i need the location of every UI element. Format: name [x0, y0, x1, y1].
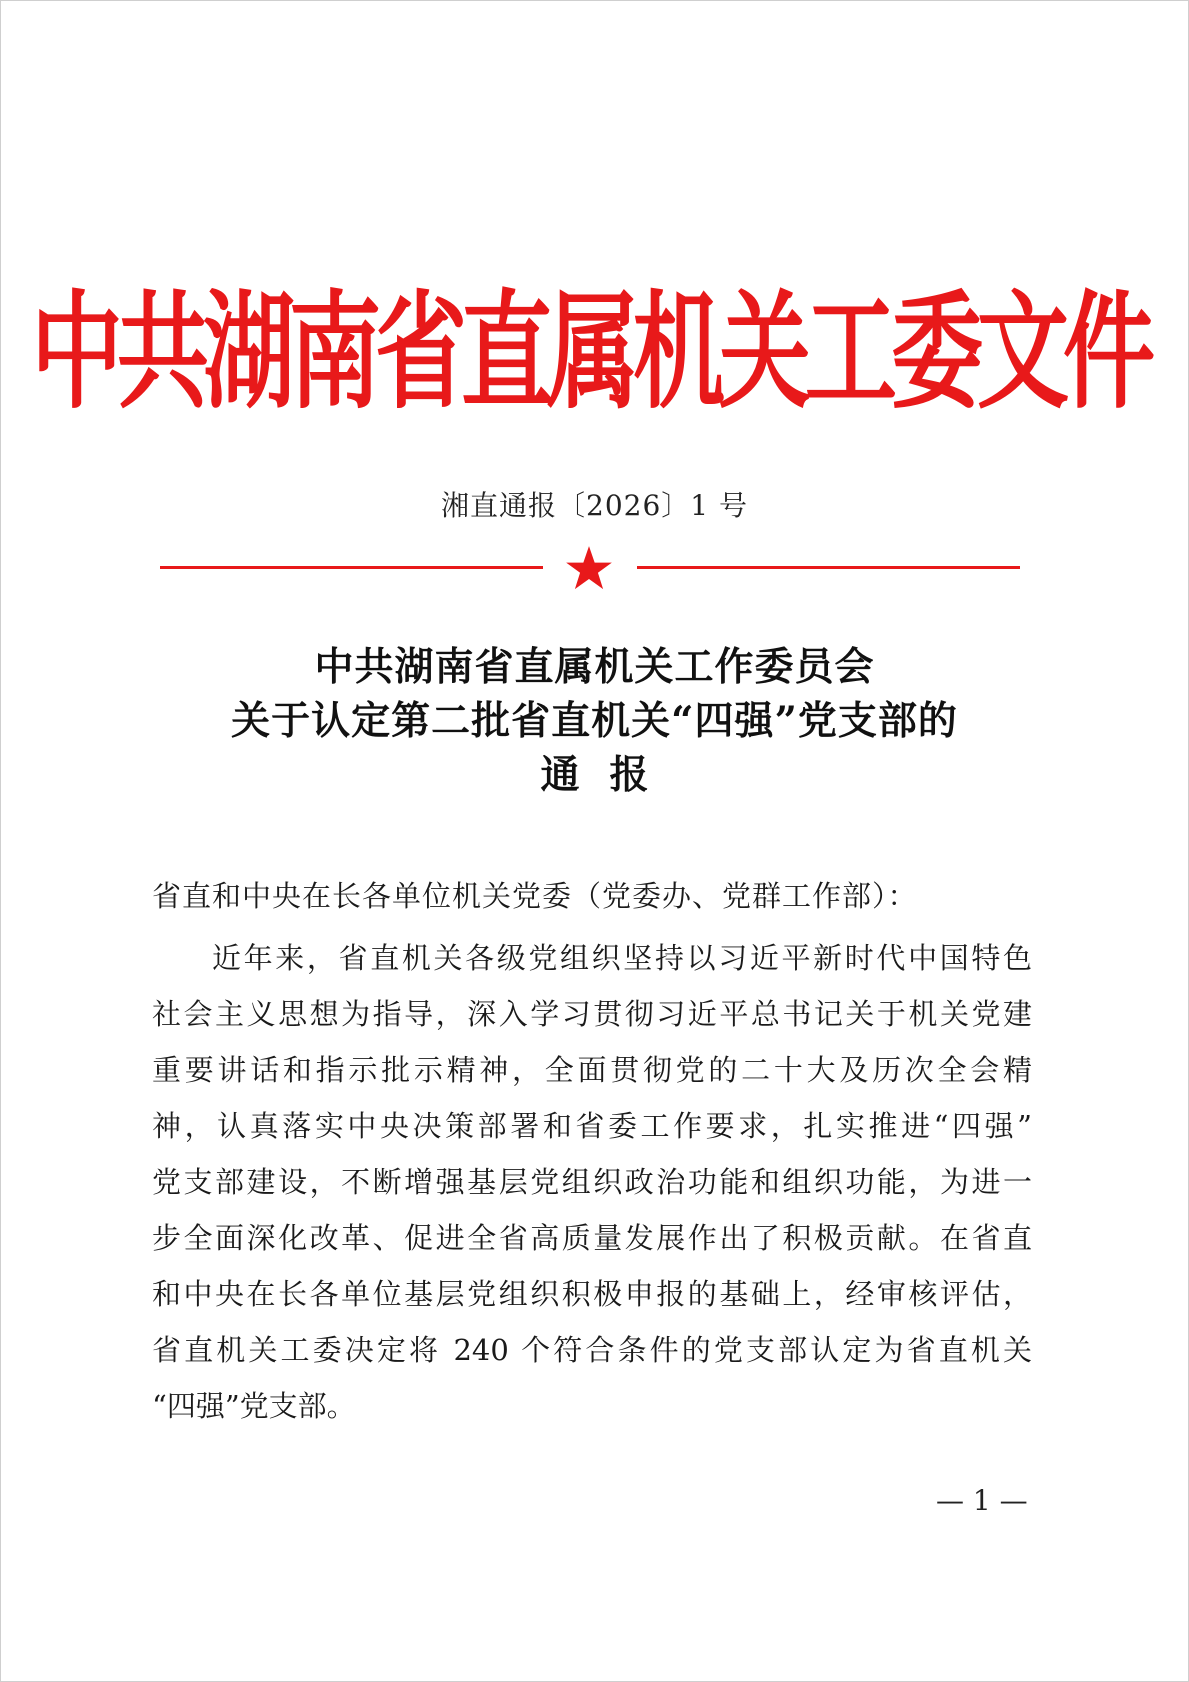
- body-paragraph: [152, 930, 1032, 1434]
- issuer-header: 中共湖南省直属机关工委文件: [31, 278, 1150, 427]
- document-title: [0, 640, 1189, 802]
- body-line: 党支部建设，不断增强基层党组织政治功能和组织功能，为进一: [152, 1165, 1032, 1199]
- body-line: 重要讲话和指示批示精神，全面贯彻党的二十大及历次全会精: [152, 1053, 1032, 1087]
- title-line-1: 中共湖南省直属机关工作委员会: [314, 644, 875, 690]
- body-line: 省直机关工委决定将 240 个符合条件的党支部认定为省直机关: [152, 1333, 1032, 1367]
- body-line: 近年来，省直机关各级党组织坚持以习近平新时代中国特色: [212, 941, 1032, 975]
- document-number: 湘直通报〔2026〕1 号: [441, 489, 748, 522]
- body-line: “四强”党支部。: [152, 1389, 356, 1423]
- page-number: — 1 —: [936, 1484, 1028, 1517]
- title-line-3: 通报: [540, 752, 679, 798]
- divider-line-right: [637, 566, 1020, 569]
- body-line: 神，认真落实中央决策部署和省委工作要求，扎实推进“四强”: [152, 1109, 1032, 1143]
- red-divider: [160, 547, 1020, 587]
- body-line: 步全面深化改革、促进全省高质量发展作出了积极贡献。在省直: [152, 1221, 1032, 1255]
- title-line-2: 关于认定第二批省直机关“四强”党支部的: [231, 698, 958, 744]
- body-line: 和中央在长各单位基层党组织积极申报的基础上，经审核评估，: [152, 1277, 1032, 1311]
- divider-line-left: [160, 566, 543, 569]
- salutation: 省直和中央在长各单位机关党委（党委办、党群工作部）：: [152, 879, 918, 913]
- star-icon: [565, 545, 613, 591]
- body-line: 社会主义思想为指导，深入学习贯彻习近平总书记关于机关党建: [152, 997, 1032, 1031]
